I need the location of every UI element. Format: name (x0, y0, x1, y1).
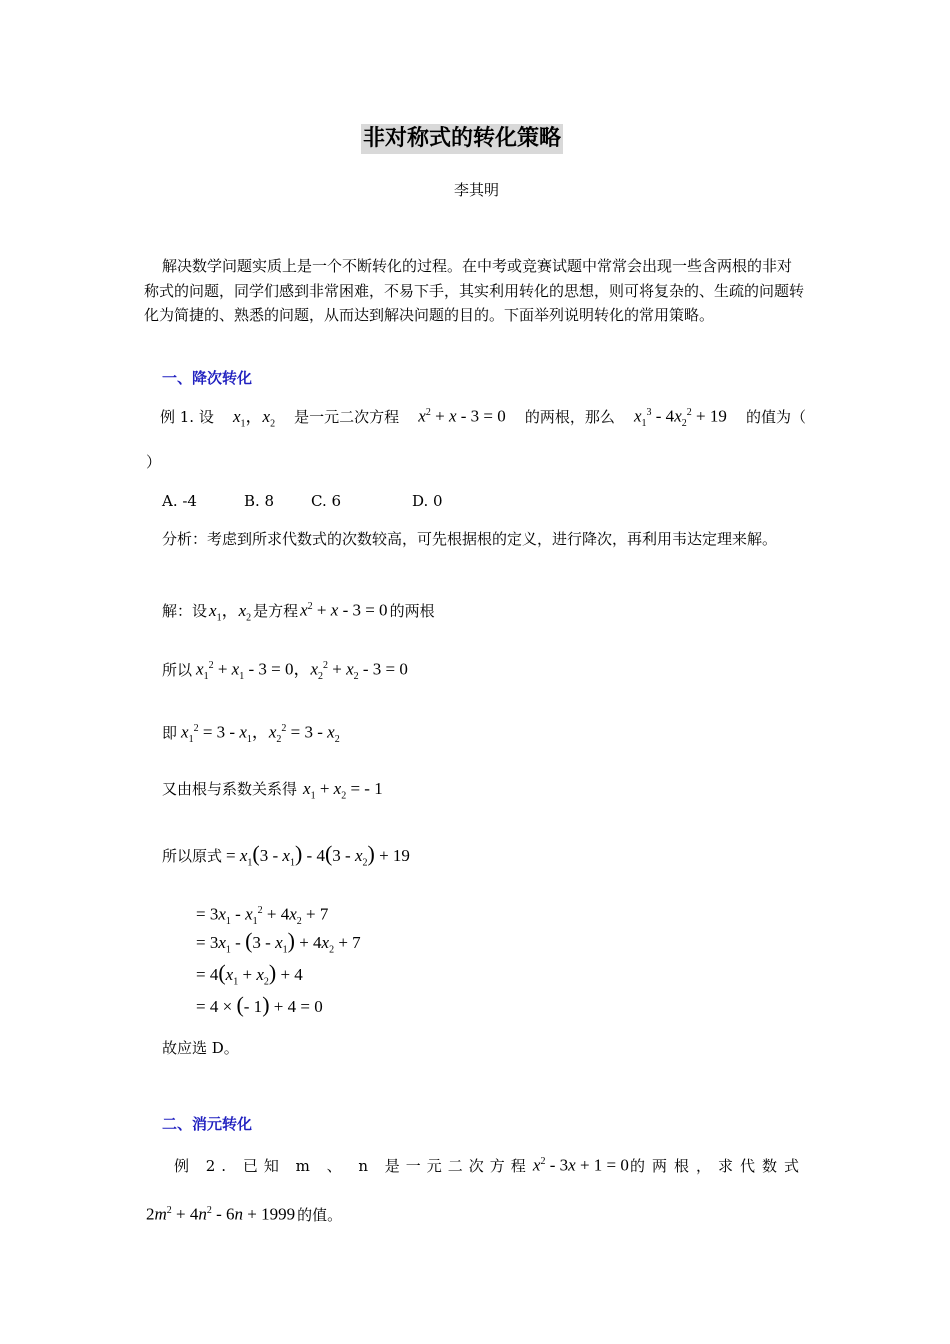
example-1-tail: 的两根，那么 (524, 407, 615, 426)
namely-label: 即 (162, 723, 178, 742)
analysis-paragraph: 分析：考虑到所求代数式的次数较高，可先根据根的定义，进行降次，再利用韦达定理来解。 (162, 530, 778, 548)
example-1-label: 例 1. 设 (160, 407, 214, 426)
example-2 (144, 1151, 806, 1177)
intro-paragraph: 解决数学问题实质上是一个不断转化的过程。在中考或竞赛试题中常常会出现一些含两根的非对称式的问题，同学们感到非常困难，不易下手，其实利用转化的思想，则可将复杂的、生疏的问题转化为简捷的、熟悉的问题，从而达到解决问题的目的。下面举列说明转化的常用策略。 (144, 257, 805, 324)
section-heading-2: 二、消元转化 (162, 1115, 253, 1133)
option-b: B. 8 (244, 492, 275, 510)
example-1-close: ） (146, 453, 162, 471)
example-2-expression: $2m^2 + 4n^2 - 6n + 1999$ (146, 1204, 296, 1224)
solution-equation: $x^2 + x - 3 = 0$ (300, 600, 388, 620)
example-1-equation: $x^2 + x - 3 = 0$ (418, 406, 506, 426)
solution-roots: $x_1$，$x_2$ (209, 600, 252, 624)
example-2-label: 例 2. 已知 m 、 n 是一元二次方程 (174, 1156, 532, 1175)
derivation-line-3: = $4(x_1 + x_2) + 4$ (196, 960, 303, 988)
conclusion: 故应选 D。 (162, 1039, 239, 1057)
viete-equation: $x_1 + x_2$ = - 1 (303, 779, 383, 802)
example-1-expression: $x_1^3 - 4x_2^2 + 19$ (633, 406, 727, 430)
example-2-end: 的值。 (297, 1205, 343, 1224)
page-title: 非对称式的转化策略 (361, 124, 563, 154)
example-2-tail: 的两根，求代数式 (629, 1156, 806, 1175)
option-d: D. 0 (412, 492, 443, 510)
step-so (162, 655, 408, 688)
example-1 (144, 402, 806, 435)
original-expression: = $x_1(3 - x_1) - 4(3 - x_2) + 19$ (226, 841, 410, 869)
step-original (162, 843, 410, 874)
solution-mid: 是方程 (253, 601, 299, 620)
section-heading-1: 一、降次转化 (162, 369, 253, 387)
example-2-equation: $x^2 - 3x + 1 = 0$ (532, 1155, 629, 1175)
derivation-line-2: = $3x_1 - (3 - x_1) + 4x_2 + 7$ (196, 928, 361, 956)
option-a: A. -4 (162, 492, 197, 510)
viete-label: 又由根与系数关系得 (162, 780, 298, 798)
step-namely (162, 718, 340, 751)
namely-equations: $x_1^2 = 3 - x_1$，$x_2^2 = 3 - x_2$ (181, 722, 340, 746)
derivation-line-4: = 4 × (- 1) + 4 = 0 (196, 992, 323, 1017)
solution-tail: 的两根 (389, 601, 435, 620)
so-label: 所以 (162, 660, 193, 679)
so-equations: $x_1^2 + x_1 - 3 = 0$，$x_2^2 + x_2 - 3 = 0$ (196, 659, 408, 683)
derivation-line-1: = $3x_1 - x_1^2 + 4x_2 + 7$ (196, 904, 329, 928)
original-label: 所以原式 (162, 847, 223, 865)
solution-line (162, 596, 435, 629)
example-1-roots: $x_1$，$x_2$ (232, 406, 276, 430)
author: 李其明 (454, 181, 500, 199)
example-1-end: 的值为（ (745, 407, 806, 426)
example-1-mid: 是一元二次方程 (294, 407, 400, 426)
option-c: C. 6 (311, 492, 342, 510)
step-viete (162, 778, 383, 807)
example-2-line-2 (146, 1200, 342, 1226)
solution-label: 解：设 (162, 601, 208, 620)
